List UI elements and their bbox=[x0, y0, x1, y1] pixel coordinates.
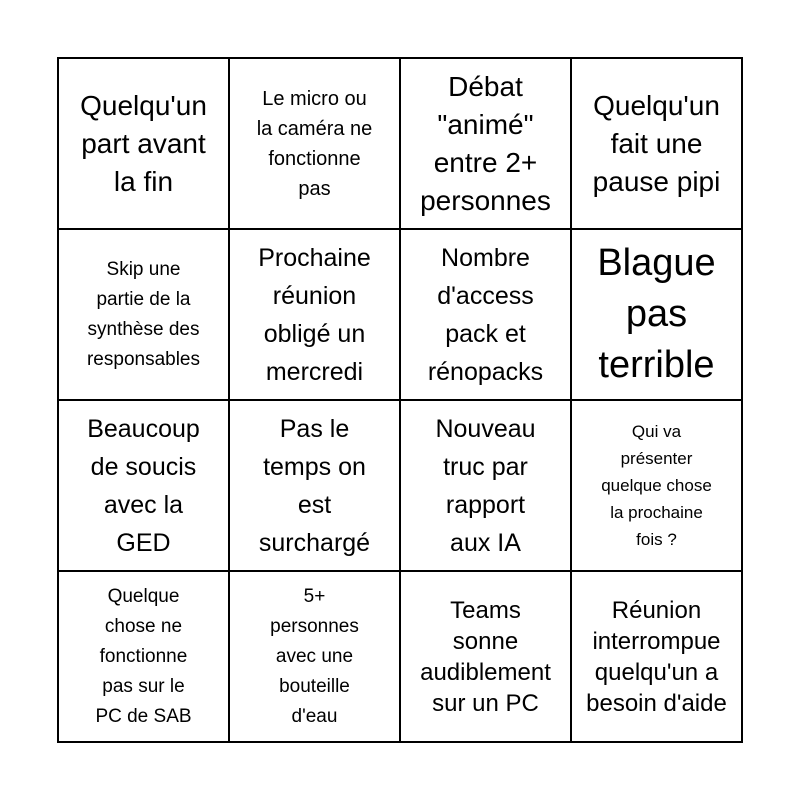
cell-text: Nouveau truc par rapport aux IA bbox=[435, 414, 536, 557]
bingo-cell[interactable] bbox=[58, 400, 229, 571]
bingo-cell[interactable] bbox=[571, 571, 742, 742]
bingo-cell[interactable] bbox=[400, 571, 571, 742]
cell-text: Qui va présenter quelque chose la prochaine fois ? bbox=[601, 422, 712, 549]
cell-text: 5+ personnes avec une bouteille d'eau bbox=[270, 585, 359, 727]
cell-text: Teams sonne audiblement sur un PC bbox=[420, 596, 551, 717]
bingo-cell[interactable] bbox=[229, 400, 400, 571]
bingo-cell[interactable] bbox=[229, 229, 400, 400]
cell-text: Réunion interrompue quelqu'un a besoin d'aide bbox=[586, 596, 727, 717]
cell-text: Prochaine réunion obligé un mercredi bbox=[258, 243, 371, 386]
bingo-cell[interactable] bbox=[229, 571, 400, 742]
cell-text: Quelqu'un part avant la fin bbox=[80, 89, 207, 197]
cell-text: Le micro ou la caméra ne fonctionne pas bbox=[256, 87, 373, 200]
bingo-grid bbox=[57, 57, 743, 743]
bingo-cell[interactable] bbox=[571, 400, 742, 571]
cell-text: Skip une partie de la synthèse des responsables bbox=[86, 258, 201, 370]
bingo-cell[interactable] bbox=[400, 229, 571, 400]
cell-text: Nombre d'access pack et rénopacks bbox=[427, 243, 544, 386]
bingo-cell[interactable] bbox=[400, 400, 571, 571]
bingo-cell[interactable] bbox=[58, 229, 229, 400]
cell-text: Quelqu'un fait une pause pipi bbox=[592, 89, 721, 197]
bingo-cell[interactable] bbox=[229, 58, 400, 229]
cell-text: Quelque chose ne fonctionne pas sur le PC de SAB bbox=[95, 585, 192, 727]
cell-text: Pas le temps on est surchargé bbox=[258, 414, 371, 557]
bingo-cell[interactable] bbox=[400, 58, 571, 229]
bingo-cell[interactable] bbox=[571, 229, 742, 400]
bingo-cell[interactable] bbox=[58, 58, 229, 229]
bingo-cell[interactable] bbox=[571, 58, 742, 229]
bingo-cell[interactable] bbox=[58, 571, 229, 742]
cell-text: Beaucoup de soucis avec la GED bbox=[87, 414, 200, 557]
cell-text: Blague pas terrible bbox=[597, 242, 716, 386]
cell-text: Débat "animé" entre 2+ personnes bbox=[420, 70, 551, 216]
